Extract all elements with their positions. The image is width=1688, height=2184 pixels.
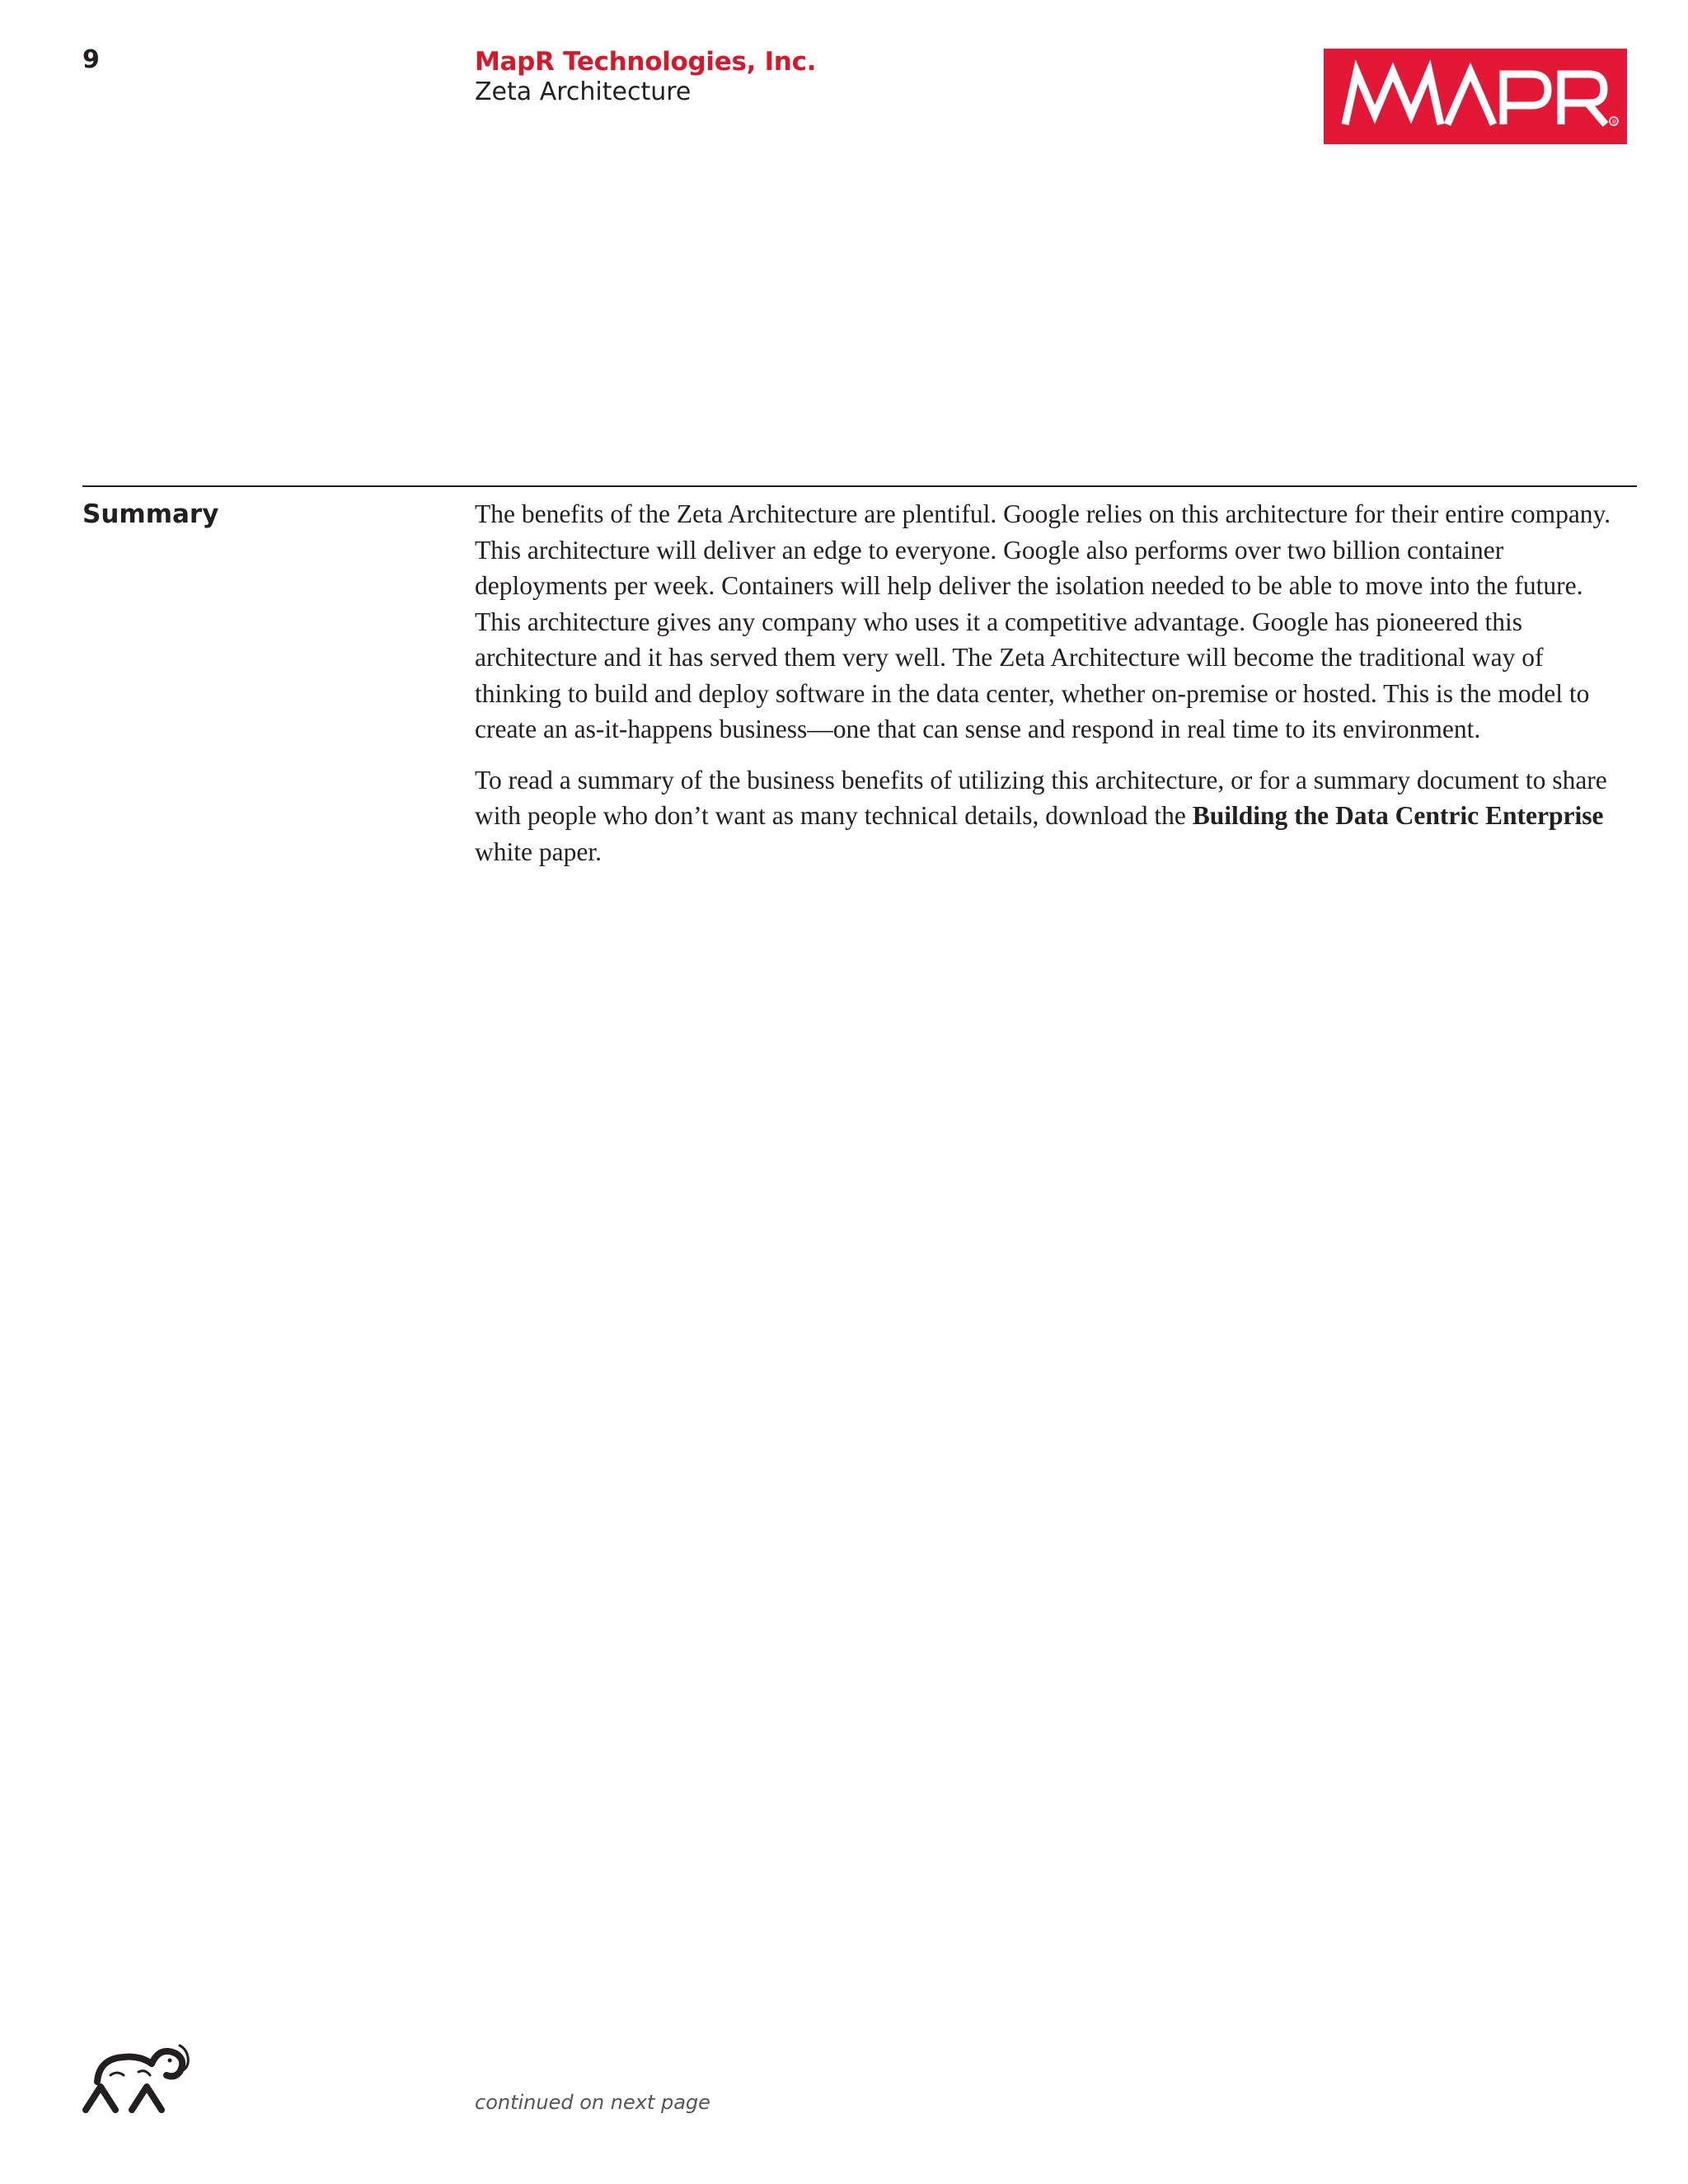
elephant-icon [81,2039,193,2115]
page-number: 9 [82,45,100,74]
continued-note: continued on next page [475,2091,710,2114]
company-name: MapR Technologies, Inc. [475,47,817,77]
document-title: Zeta Architecture [475,77,692,106]
white-paper-title: Building the Data Centric Enterprise [1192,801,1604,830]
summary-paragraph-1: The benefits of the Zeta Architecture are plentiful. Google relies on this architecture for their entire company. This architecture will deliver an edge to everyone. Google also performs over two billion container deployments per week. Containers will help deliver the isolation needed to be able to move into the future. This architecture gives any company who uses it a competitive advantage. Google has pioneered this architecture and it has served them very well. The Zeta Architecture will become the traditional way of thinking to build and deploy software in the data center, whether on-premise or hosted. This is the model to create an as-it-happens business—one that can sense and respond in real time to its environment. [475,499,1611,743]
summary-paragraph-2 [475,762,1620,870]
summary-body [475,496,1620,884]
section-heading-summary: Summary [82,499,219,529]
paragraph-2-text-before: To read a summary of the business benefits of utilizing this architecture, or for a summary document to share with people who don’t want as many technical details, download the [475,765,1607,830]
document-header [475,46,816,107]
mapr-logo [1324,49,1627,144]
registered-mark: ® [1611,119,1617,125]
paragraph-2-text-after: white paper. [475,837,602,866]
section-divider [82,485,1637,487]
